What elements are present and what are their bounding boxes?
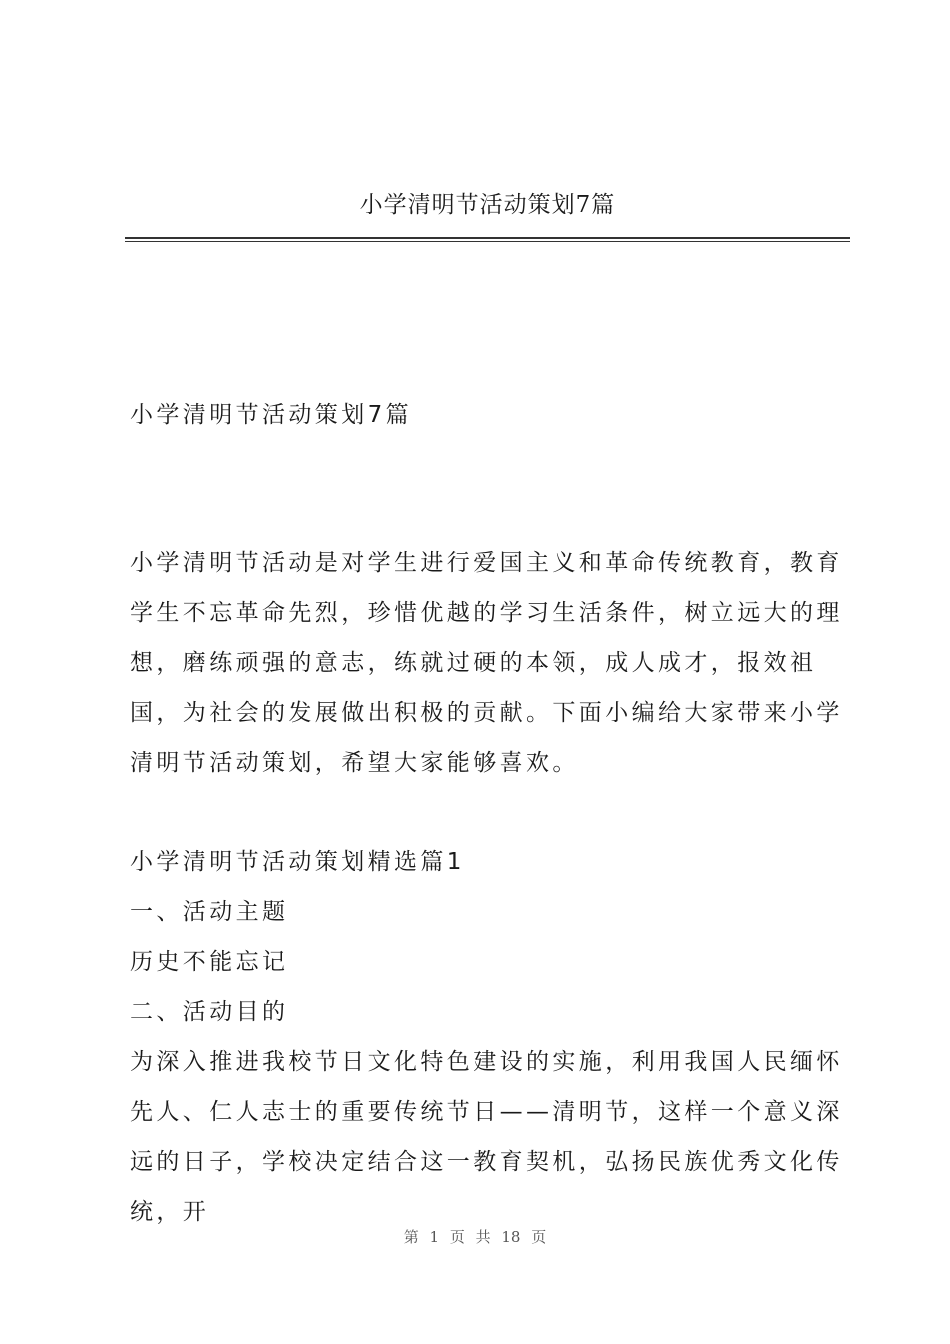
page-number-footer: 第 1 页 共 18 页	[403, 1228, 547, 1246]
page-header-title: 小学清明节活动策划7篇	[359, 192, 616, 218]
header-divider	[125, 237, 850, 242]
intro-paragraph: 小学清明节活动是对学生进行爱国主义和革命传统教育，教育学生不忘革命先烈，珍惜优越的学习生活条件，树立远大的理想，磨练顽强的意志，练就过硬的本领，成人成才，报效祖国，为社会的发展做出积极的贡献。下面小编给大家带来小学清明节活动策划，希望大家能够喜欢。	[130, 550, 843, 776]
theme-text: 历史不能忘记	[130, 949, 289, 975]
purpose-paragraph: 为深入推进我校节日文化特色建设的实施，利用我国人民缅怀先人、仁人志士的重要传统节日——清明节，这样一个意义深远的日子，学校决定结合这一教育契机，弘扬民族优秀文化传统，开	[130, 1049, 843, 1225]
theme-heading: 一、活动主题	[130, 899, 289, 925]
section-heading: 小学清明节活动策划精选篇1	[130, 849, 465, 875]
document-title: 小学清明节活动策划7篇	[130, 402, 413, 428]
purpose-heading: 二、活动目的	[130, 999, 289, 1025]
